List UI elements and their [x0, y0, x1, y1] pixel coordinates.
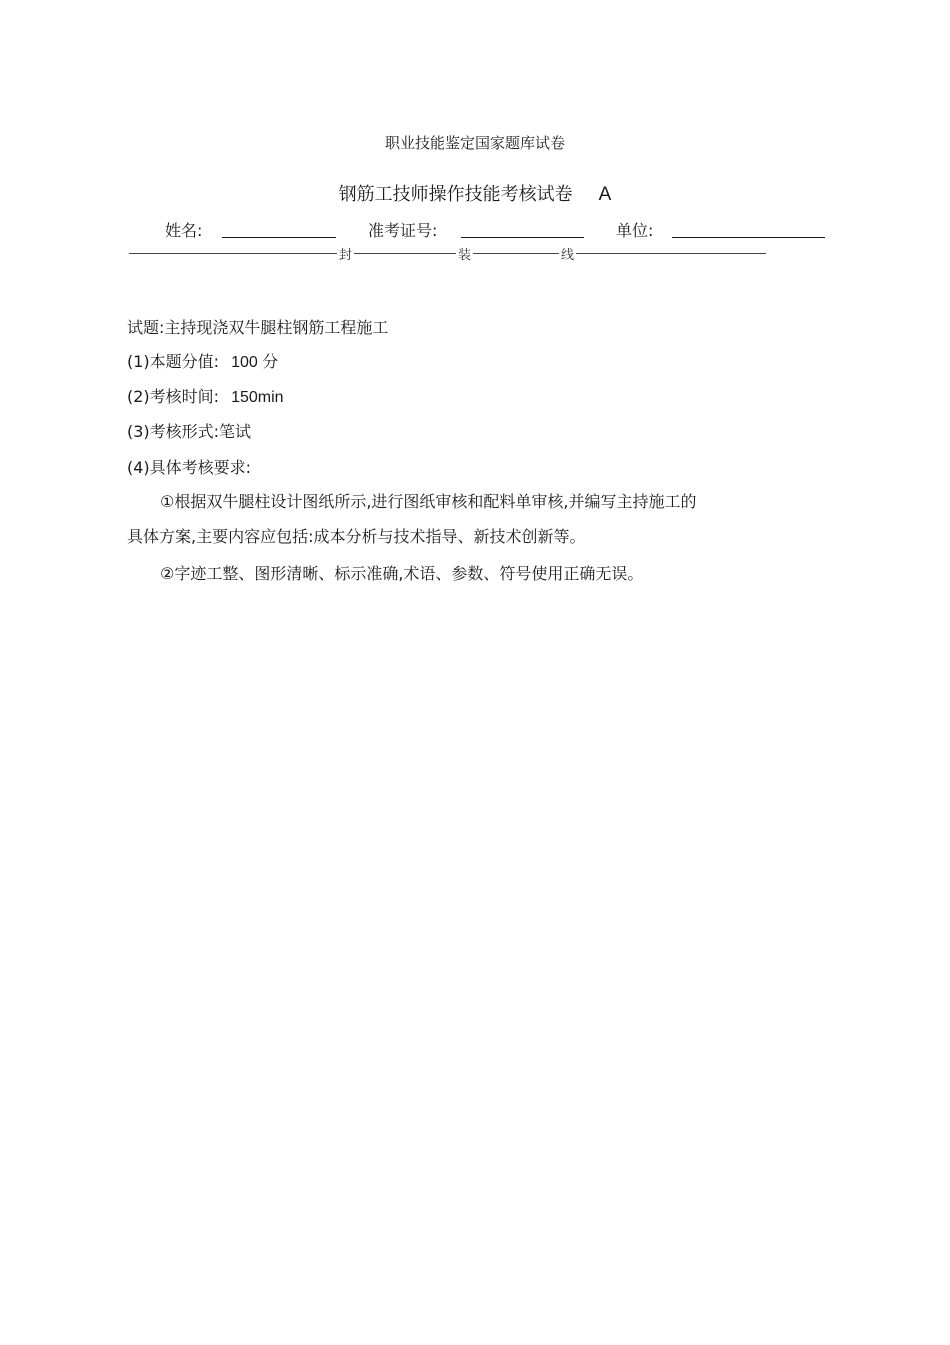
exam-bank-subtitle: 职业技能鉴定国家题库试卷	[384, 134, 565, 152]
exam-title	[0, 180, 950, 206]
exam-title-text: 钢筋工技师操作技能考核试卷	[338, 184, 573, 205]
requirement-1: ①根据双牛腿柱设计图纸所示,进行图纸审核和配料单审核,并编写主持施工的	[160, 492, 697, 511]
exam-version: A	[598, 184, 612, 205]
unit-field[interactable]	[672, 237, 825, 238]
seal-dash	[129, 253, 337, 254]
seal-dash	[354, 253, 456, 254]
item-time	[127, 387, 284, 408]
seal-dash	[576, 253, 766, 254]
item-score-label: (1)本题分值:	[127, 352, 220, 371]
item-score	[127, 352, 278, 373]
name-label: 姓名:	[165, 221, 203, 240]
seal-mark: 封	[339, 248, 353, 263]
item-format: (3)考核形式:笔试	[127, 422, 252, 441]
item-score-value: 100 分	[231, 354, 279, 371]
item-requirements: (4)具体考核要求:	[127, 458, 252, 477]
seal-binding-line	[127, 244, 757, 263]
name-field[interactable]	[222, 237, 336, 238]
exam-topic: 试题:主持现浇双牛腿柱钢筋工程施工	[127, 318, 389, 337]
requirement-2: ②字迹工整、图形清晰、标示准确,术语、参数、符号使用正确无误。	[160, 564, 644, 583]
requirement-1-continued: 具体方案,主要内容应包括:成本分析与技术指导、新技术创新等。	[127, 527, 586, 546]
item-time-label: (2)考核时间:	[127, 387, 220, 406]
line-mark: 线	[561, 248, 575, 263]
seal-dash	[473, 253, 559, 254]
exam-id-label: 准考证号:	[368, 221, 438, 240]
unit-label: 单位:	[616, 221, 654, 240]
exam-id-field[interactable]	[461, 237, 584, 238]
item-time-value: 150min	[231, 389, 284, 406]
bind-mark: 装	[458, 248, 472, 263]
